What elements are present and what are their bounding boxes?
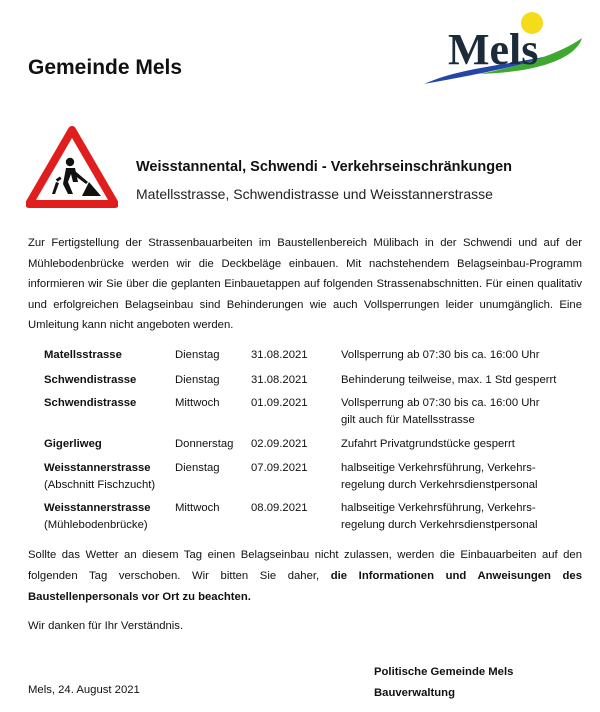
description-cell: Zufahrt Privatgrundstücke gesperrt xyxy=(341,438,515,450)
street-cell xyxy=(44,395,136,412)
street-cell xyxy=(44,500,151,534)
description-cell xyxy=(341,460,538,494)
date-cell: 01.09.2021 xyxy=(251,397,308,409)
description-line-2: regelung durch Verkehrsdienstpersonal xyxy=(341,519,538,531)
date-cell: 07.09.2021 xyxy=(251,462,308,474)
date-cell: 08.09.2021 xyxy=(251,502,308,514)
logo-wordmark: Mels xyxy=(448,25,539,74)
road-works-warning-icon xyxy=(26,126,118,208)
day-cell: Dienstag xyxy=(175,374,220,386)
description-cell xyxy=(341,500,538,534)
street-name: Schwendistrasse xyxy=(44,374,137,386)
day-cell: Donnerstag xyxy=(175,438,234,450)
date-cell: 31.08.2021 xyxy=(251,374,308,386)
description-line: Vollsperrung ab 07:30 bis ca. 16:00 Uhr xyxy=(341,397,540,409)
closing-text: Sollte das Wetter an diesem Tag einen Belagseinbau nicht zulassen, werden die Einbauarbeiten auf den folgenden Tag verschoben. Wir bitten Sie daher, xyxy=(28,549,582,582)
logo-graphic xyxy=(420,8,585,86)
thanks-line: Wir danken für Ihr Verständnis. xyxy=(28,620,184,632)
date-cell: 02.09.2021 xyxy=(251,438,308,450)
day-cell: Mittwoch xyxy=(175,397,220,409)
street-name: Weisstannerstrasse xyxy=(44,502,151,514)
street-cell xyxy=(44,347,122,364)
date-cell: 31.08.2021 xyxy=(251,349,308,361)
description-cell: Behinderung teilweise, max. 1 Std gesperrt xyxy=(341,374,557,386)
mels-logo xyxy=(420,8,585,86)
description-cell xyxy=(341,395,539,429)
notice-title: Weisstannental, Schwendi - Verkehrseinschränkungen xyxy=(136,159,513,175)
notice-subtitle: Matellsstrasse, Schwendistrasse und Weisstannerstrasse xyxy=(136,186,493,202)
street-cell xyxy=(44,436,102,453)
closing-paragraph xyxy=(28,545,582,608)
page-title: Gemeinde Mels xyxy=(28,56,183,79)
description-line-2: gilt auch für Matellsstrasse xyxy=(341,414,475,426)
street-name: Matellsstrasse xyxy=(44,349,122,361)
street-note: (Abschnitt Fischzucht) xyxy=(44,479,156,491)
description-line: halbseitige Verkehrsführung, Verkehrs- xyxy=(341,502,536,514)
day-cell: Dienstag xyxy=(175,349,220,361)
street-name: Weisstannerstrasse xyxy=(44,462,151,474)
signature-block xyxy=(374,662,513,704)
closing-emphasis: die Informationen und Anweisungen des Baustellenpersonals vor Ort zu beachten. xyxy=(28,570,582,603)
street-note: (Mühlebodenbrücke) xyxy=(44,519,148,531)
day-cell: Dienstag xyxy=(175,462,220,474)
description-line: halbseitige Verkehrsführung, Verkehrs- xyxy=(341,462,536,474)
signature-line-2: Bauverwaltung xyxy=(374,687,455,699)
street-cell xyxy=(44,460,155,494)
place-date: Mels, 24. August 2021 xyxy=(28,684,140,696)
street-name: Gigerliweg xyxy=(44,438,102,450)
description-cell: Vollsperrung ab 07:30 bis ca. 16:00 Uhr xyxy=(341,349,540,361)
day-cell: Mittwoch xyxy=(175,502,220,514)
street-cell xyxy=(44,372,136,389)
street-name: Schwendistrasse xyxy=(44,397,137,409)
signature-line-1: Politische Gemeinde Mels xyxy=(374,666,514,678)
intro-paragraph: Zur Fertigstellung der Strassenbauarbeiten im Baustellenbereich Mülibach in der Schwendi und auf der Mühlebodenbrücke werden wir die Deckbeläge einbauen. Mit nachstehendem Belagseinbau-Programm informieren wir Sie über die geplanten Einbauetappen auf folgenden Strassenabschnitten. Für einen qualitativ und erfolgreichen Belagseinbau sind Behinderungen wie auch Vollsperrungen leider unumgänglich. Eine Umleitung kann nicht angeboten werden. xyxy=(28,237,582,331)
description-line-2: regelung durch Verkehrsdienstpersonal xyxy=(341,479,538,491)
